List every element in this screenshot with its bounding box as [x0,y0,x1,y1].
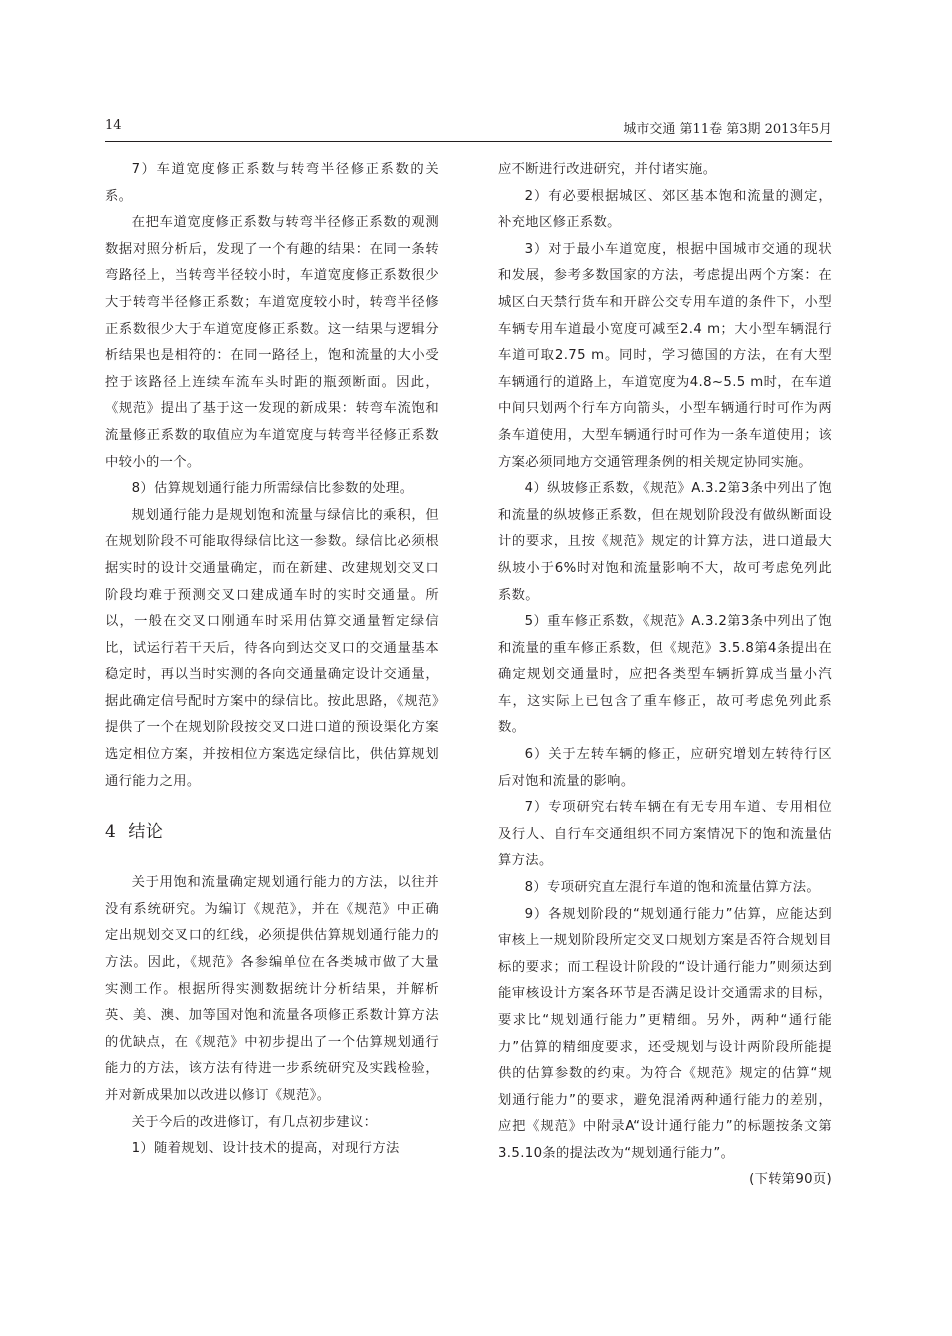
paragraph: 在把车道宽度修正系数与转弯半径修正系数的观测数据对照分析后，发现了一个有趣的结果：在同一条转弯路径上，当转弯半径较小时，车道宽度修正系数很少大于转弯半径修正系数；车道宽度较小时，转弯半径修正系数很少大于车道宽度修正系数。这一结果与逻辑分析结果也是相符的：在同一路径上，饱和流量的大小受控于该路径上连续车流车头时距的瓶颈断面。因此，《规范》提出了基于这一发现的新成果：转弯车流饱和流量修正系数的取值应为车道宽度与转弯半径修正系数中较小的一个。 [105,215,439,470]
paragraph: 7）专项研究右转车辆在有无专用车道、专用相位及行人、自行车交通组织不同方案情况下的饱和流量估算方法。 [498,800,832,869]
page-header [105,118,832,140]
paragraph: 7）车道宽度修正系数与转弯半径修正系数的关系。 [105,162,439,204]
paragraph: 关于用饱和流量确定规划通行能力的方法，以往并没有系统研究。为编订《规范》，并在《规范》中正确定出规划交叉口的红线，必须提供估算规划通行能力的方法。因此，《规范》各参编单位在各类城市做了大量实测工作。根据所得实测数据统计分析结果，并解析英、美、澳、加等国对饱和流量各项修正系数计算方法的优缺点，在《规范》中初步提出了一个估算规划通行能力的方法，该方法有待进一步系统研究及实践检验，并对新成果加以改进以修订《规范》。 [105,875,439,1103]
header-rule [105,141,832,142]
right-column [498,157,832,1192]
paragraph: 1）随着规划、设计技术的提高，对现行方法 [131,1141,400,1157]
paragraph: 3）对于最小车道宽度，根据中国城市交通的现状和发展，参考多数国家的方法，考虑提出两个方案：在城区白天禁行货车和开辟公交专用车道的条件下，小型车辆专用车道最小宽度可减至2.4 m；大小型车辆混行车道可取2.75 m。同时，学习德国的方法，在有大型车辆通行的道路上，车道宽度为4.8~5.5 m时，在车道中间只划两个行车方向箭头，小型车辆通行时可作为两条车道使用，大型车辆通行时可作为一条车道使用；该方案必须同地方交通管理条例的相关规定协同实施。 [498,241,832,470]
paragraph: 2）有必要根据城区、郊区基本饱和流量的测定，补充地区修正系数。 [498,188,832,231]
paragraph: 应不断进行改进研究，并付诸实施。 [498,162,717,177]
continued-note: (下转第90页) [749,1171,832,1187]
section-number: 4 [105,822,117,843]
paragraph: 8）专项研究直左混行车道的饱和流量估算方法。 [524,880,820,896]
paragraph: 4）纵坡修正系数，《规范》A.3.2第3条中列出了饱和流量的纵坡修正系数，但在规划阶段没有做纵断面设计的要求，且按《规范》规定的计算方法，进口道最大纵坡小于6%时对饱和流量影响不大，故可考虑免列此系数。 [498,481,832,603]
paragraph: 关于今后的改进修订，有几点初步建议： [131,1114,378,1130]
paragraph: 5）重车修正系数，《规范》A.3.2第3条中列出了饱和流量的重车修正系数，但《规范》3.5.8第4条提出在确定规划交通量时，应把各类型车辆折算成当量小汽车，这实际上已包含了重车修正，故可考虑免列此系数。 [498,614,832,736]
paragraph: 9）各规划阶段的“规划通行能力”估算，应能达到审核上一规划阶段所定交叉口规划方案是否符合规划目标的要求；而工程设计阶段的“设计通行能力”则须达到能审核设计方案各环节是否满足设计交通需求的目标，要求比“规划通行能力”更精细。另外，两种“通行能力”估算的精细度要求，还受规划与设计两阶段所能提供的估算参数的约束。为符合《规范》规定的估算“规划通行能力”的要求，避免混淆两种通行能力的差别，应把《规范》中附录A“设计通行能力”的标题按条文第3.5.10条的提法改为“规划通行能力”。 [498,906,832,1161]
left-column [105,157,439,1163]
section-heading [105,819,439,845]
paragraph: 6）关于左转车辆的修正，应研究增划左转待行区后对饱和流量的影响。 [498,747,832,789]
section-title: 结论 [128,822,164,843]
journal-info: 城市交通 第11卷 第3期 2013年5月 [623,122,832,137]
page-number: 14 [105,118,122,133]
paragraph: 8）估算规划通行能力所需绿信比参数的处理。 [131,481,414,497]
paragraph: 规划通行能力是规划饱和流量与绿信比的乘积，但在规划阶段不可能取得绿信比这一参数。绿信比必须根据实时的设计交通量确定，而在新建、改建规划交叉口阶段均难于预测交叉口建成通车时的实时交通量。所以，一般在交叉口刚通车时采用估算交通量暂定绿信比，试运行若干天后，待各向到达交叉口的交通量基本稳定时，再以当时实测的各向交通量确定设计交通量，据此确定信号配时方案中的绿信比。按此思路，《规范》提供了一个在规划阶段按交叉口进口道的预设渠化方案选定相位方案，并按相位方案选定绿信比，供估算规划通行能力之用。 [105,507,439,789]
